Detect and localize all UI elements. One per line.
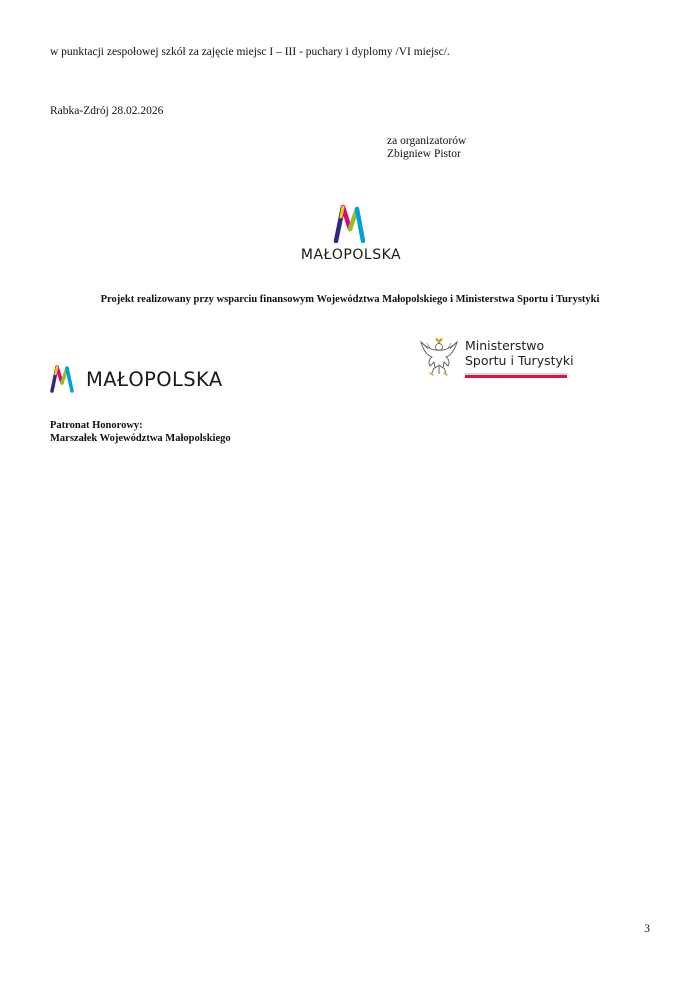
signature-role: za organizatorów	[387, 135, 467, 147]
page-number: 3	[644, 923, 650, 935]
prizes-text: w punktacji zespołowej szkół za zajęcie miejsc I – III - puchary i dyplomy /VI miejsc/.	[50, 46, 450, 58]
place-and-date: Rabka-Zdrój 28.02.2026	[50, 105, 164, 117]
patronage-block	[50, 419, 231, 445]
polish-flag-stripe	[465, 373, 567, 378]
malopolska-logo-left	[50, 364, 260, 394]
patronage-heading: Patronat Honorowy:	[50, 420, 143, 431]
signature-name: Zbigniew Pistor	[387, 148, 461, 160]
malopolska-mark-icon	[333, 203, 369, 243]
malopolska-wordmark: MAŁOPOLSKA	[300, 247, 402, 263]
ministry-logo	[418, 335, 574, 381]
white-eagle-icon	[418, 335, 460, 379]
malopolska-mark-icon	[50, 364, 76, 393]
malopolska-logo-center	[295, 203, 407, 265]
patronage-name: Marszałek Województwa Małopolskiego	[50, 433, 231, 444]
ministry-name-line2: Sportu i Turystyki	[465, 353, 574, 368]
signature-block	[387, 135, 466, 161]
support-statement: Projekt realizowany przy wsparciu finansowym Województwa Małopolskiego i Ministerstwa Sportu i Turystyki	[100, 294, 600, 305]
malopolska-wordmark: MAŁOPOLSKA	[86, 368, 223, 391]
ministry-name-line1: Ministerstwo	[465, 338, 545, 353]
